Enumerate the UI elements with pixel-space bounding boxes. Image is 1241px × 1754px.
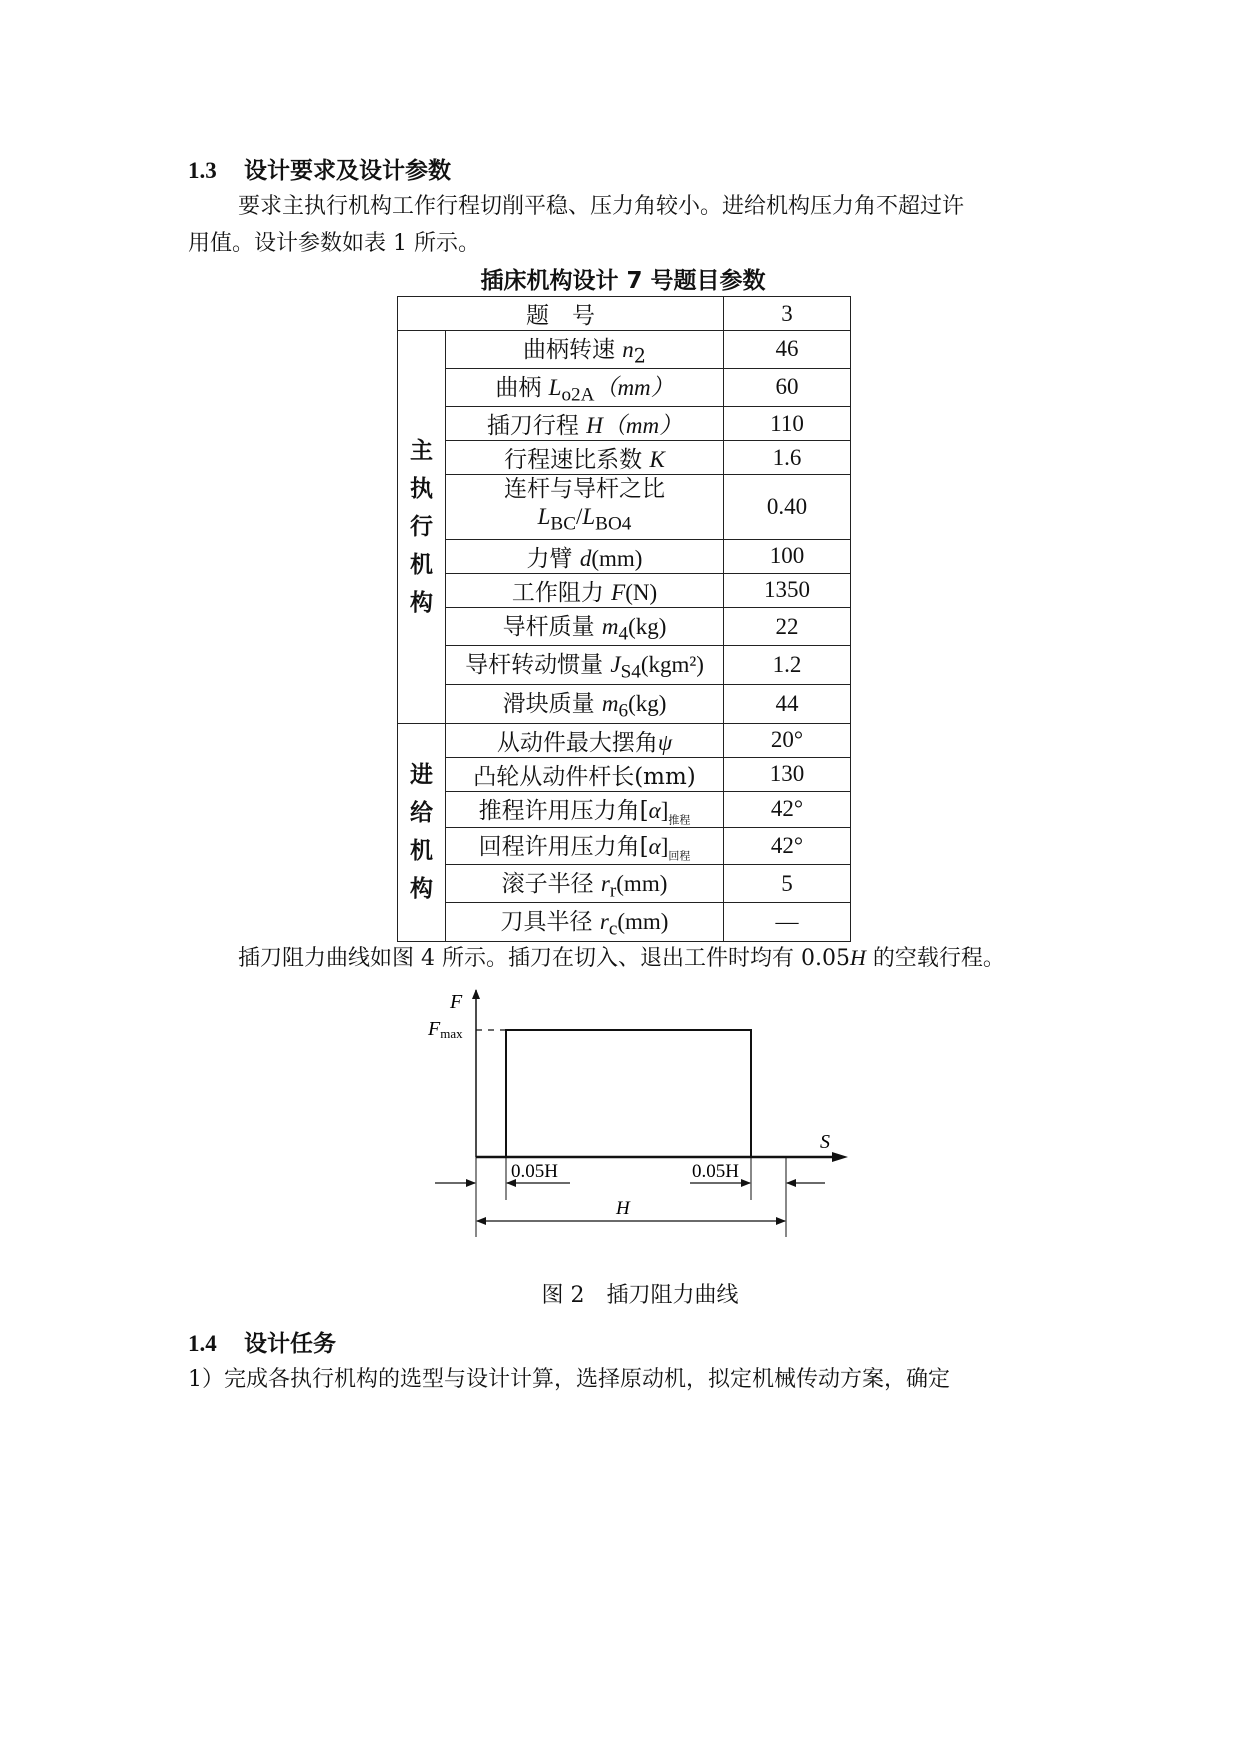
header-value: 3 (724, 297, 851, 331)
param-name: 凸轮从动件杆长(mm) (446, 757, 724, 791)
param-value: 42° (724, 791, 851, 828)
table-row (398, 828, 851, 865)
param-value: 20° (724, 723, 851, 757)
table-row (398, 757, 851, 791)
param-name: 插刀行程 H（mm） (446, 407, 724, 441)
param-name: 推程许用压力角$[\alpha]_{推程}$ (446, 791, 724, 828)
section-title: 设计要求及设计参数 (244, 157, 451, 184)
section-number: 1.3 (188, 158, 217, 183)
group-main-mechanism: 主 执 行 机 构 (398, 331, 446, 724)
table-row (398, 539, 851, 573)
param-value: 110 (724, 407, 851, 441)
table-row (398, 791, 851, 828)
param-name: 曲柄转速 $n_2$ (446, 331, 724, 369)
resistance-curve (506, 1030, 751, 1157)
param-name: 连杆与导杆之比 $L_{BC}/L_{BO4}$ (446, 475, 724, 540)
param-value: 44 (724, 684, 851, 723)
table-header-row (398, 297, 851, 331)
x-axis-arrow-icon (832, 1152, 848, 1162)
param-name: 导杆转动惯量 $J_{S4}(kgm^2)$ (446, 646, 724, 685)
param-name: 滚子半径 $r_r(mm)$ (446, 864, 724, 903)
param-name: 导杆质量 $m_4(kg)$ (446, 607, 724, 646)
dim-left-label: 0.05H (511, 1161, 558, 1182)
param-value: 100 (724, 539, 851, 573)
param-name: 行程速比系数 K (446, 441, 724, 475)
table-row (398, 475, 851, 540)
param-name: 滑块质量 $m_6(kg)$ (446, 684, 724, 723)
table-row (398, 684, 851, 723)
param-value: — (724, 903, 851, 942)
group-feed-mechanism: 进 给 机 构 (398, 723, 446, 941)
table-row (398, 723, 851, 757)
param-name: 曲柄 $L_{o2A}(mm)$ (446, 368, 724, 407)
table-row (398, 368, 851, 407)
param-value: 5 (724, 864, 851, 903)
param-name: 刀具半径 $r_c(mm)$ (446, 903, 724, 942)
param-value: 1.6 (724, 441, 851, 475)
intro-line-2: 用值。设计参数如表 1 所示。 (188, 231, 480, 256)
table-row (398, 607, 851, 646)
resistance-curve-figure (420, 985, 860, 1240)
table-caption: 插床机构设计 7 号题目参数 (480, 268, 766, 294)
param-value: 60 (724, 368, 851, 407)
param-value: 46 (724, 331, 851, 369)
table-row (398, 864, 851, 903)
figure-caption: 图 2 插刀阻力曲线 (541, 1283, 739, 1308)
param-value: 1.2 (724, 646, 851, 685)
param-value: 130 (724, 757, 851, 791)
section-heading-1-3 (188, 152, 451, 185)
table-row (398, 903, 851, 942)
table-row (398, 646, 851, 685)
table-row (398, 407, 851, 441)
param-value: 0.40 (724, 475, 851, 540)
param-name: 力臂 d(mm) (446, 539, 724, 573)
dim-right-label: 0.05H (692, 1161, 739, 1182)
section-heading-1-4 (188, 1325, 336, 1358)
param-name: 回程许用压力角$[\alpha]_{回程}$ (446, 828, 724, 865)
y-axis-label: F (450, 991, 463, 1013)
parameter-table (397, 296, 851, 942)
x-axis-label: S (820, 1131, 830, 1153)
resistance-paragraph: 插刀阻力曲线如图 4 所示。插刀在切入、退出工件时均有 0.05H 的空载行程。 (238, 945, 1005, 971)
section-title: 设计任务 (244, 1330, 336, 1357)
param-name: 工作阻力 F(N) (446, 573, 724, 607)
param-value: 22 (724, 607, 851, 646)
table-row (398, 441, 851, 475)
table-row (398, 573, 851, 607)
dim-total-label: H (616, 1198, 630, 1219)
task-item-1: 1）完成各执行机构的选型与设计计算，选择原动机，拟定机械传动方案，确定 (188, 1367, 950, 1392)
header-label: 题 号 (398, 297, 724, 331)
section-number: 1.4 (188, 1331, 217, 1356)
param-value: 1350 (724, 573, 851, 607)
param-name: 从动件最大摆角ψ (446, 723, 724, 757)
table-row (398, 331, 851, 369)
intro-line-1: 要求主执行机构工作行程切削平稳、压力角较小。进给机构压力角不超过许 (238, 194, 965, 219)
fmax-label: Fmax (428, 1018, 463, 1041)
param-value: 42° (724, 828, 851, 865)
